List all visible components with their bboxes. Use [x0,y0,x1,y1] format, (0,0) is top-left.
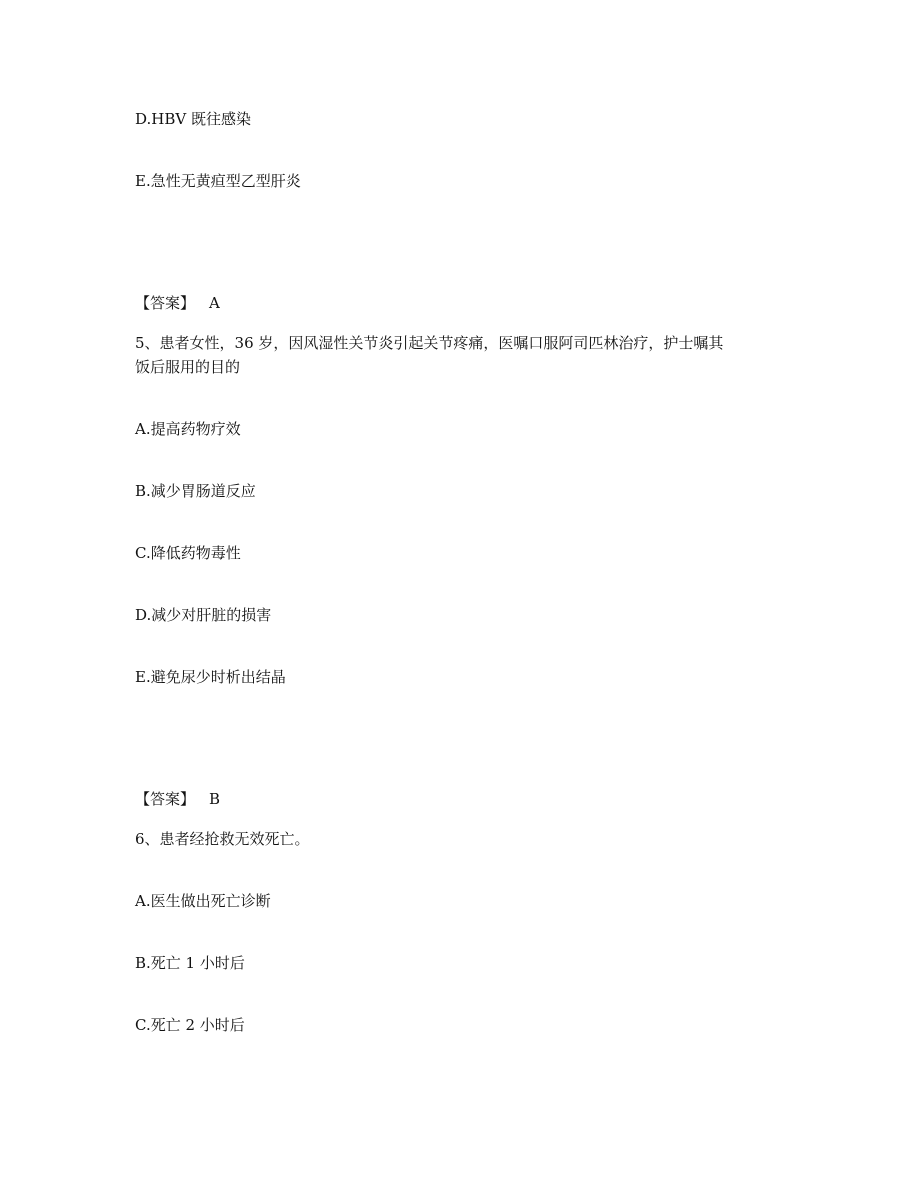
answer-tag: 【答案】 [135,294,196,312]
q4-answer [135,291,220,315]
q5-answer [135,787,220,811]
q4-option-e: E.急性无黄疸型乙型肝炎 [135,172,301,190]
q6-stem: 6、患者经抢救无效死亡。 [135,830,310,848]
q5-option-e: E.避免尿少时析出结晶 [135,668,286,686]
q6-option-a: A.医生做出死亡诊断 [135,892,271,910]
q5-option-a: A.提高药物疗效 [135,420,241,438]
q5-option-d: D.减少对肝脏的损害 [135,606,272,624]
q5-stem-line2: 饭后服用的目的 [135,358,241,376]
q6-option-b: B.死亡 1 小时后 [135,954,245,972]
q5-option-c: C.降低药物毒性 [135,544,241,562]
q4-option-d: D.HBV 既往感染 [135,110,251,128]
answer-value: B [209,790,221,808]
q6-option-c: C.死亡 2 小时后 [135,1016,245,1034]
answer-value: A [209,294,220,312]
answer-tag: 【答案】 [135,790,196,808]
q5-option-b: B.减少胃肠道反应 [135,482,256,500]
q5-stem-line1: 5、患者女性，36 岁，因风湿性关节炎引起关节疼痛，医嘱口服阿司匹林治疗，护士嘱其 [135,334,724,352]
